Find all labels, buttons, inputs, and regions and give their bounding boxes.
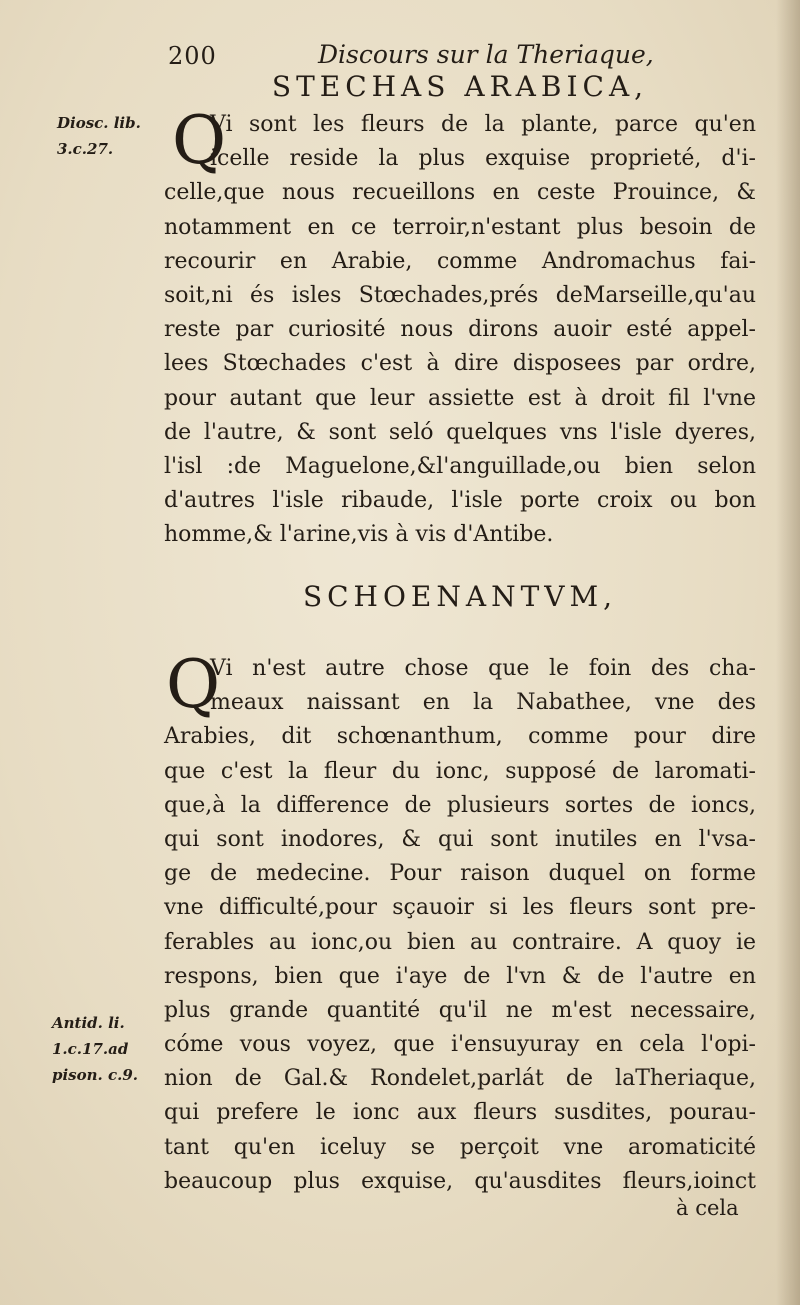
drop-cap: Q: [172, 102, 227, 179]
text-line: beaucoup plus exquise, qu'ausdites fleurs,ioinct: [164, 1168, 756, 1194]
text-line: cóme vous voyez, que i'ensuyuray en cela l'opi-: [164, 1032, 756, 1058]
text-line: d'autres l'isle ribaude, l'isle porte croix ou bon: [164, 488, 756, 514]
page-number: 200: [168, 42, 217, 70]
text-line: soit,ni és isles Stœchades,prés deMarseille,qu'au: [164, 282, 756, 308]
text-line: que,à la difference de plusieurs sortes de ioncs,: [164, 792, 756, 818]
paragraph-stechas: [164, 102, 756, 552]
text-line: nion de Gal.& Rondelet,parlát de laTheriaque,: [164, 1066, 756, 1092]
text-line: qui prefere le ionc aux fleurs susdites, pourau-: [164, 1100, 756, 1126]
page-gutter-shadow: [776, 0, 800, 1305]
margin-note-dioscorides: Diosc. lib. 3.c.27.: [57, 114, 141, 158]
margin-note-antidotes: Antid. li. 1.c.17.ad pison. c.9.: [52, 1014, 139, 1084]
text-line: reste par curiosité nous dirons auoir esté appel-: [164, 317, 756, 343]
text-line: recourir en Arabie, comme Andromachus fai-: [164, 248, 756, 274]
text-line: notamment en ce terroir,n'estant plus besoin de: [164, 214, 756, 240]
text-line: pour autant que leur assiette est à droit fil l'vne: [164, 385, 756, 411]
text-line: icelle reside la plus exquise proprieté, d'i-: [210, 146, 756, 172]
paragraph-schoenantum: [164, 646, 756, 1199]
text-line: plus grande quantité qu'il ne m'est necessaire,: [164, 997, 756, 1023]
text-line: de l'autre, & sont seló quelques vns l'isle dyeres,: [164, 419, 756, 445]
catchword: à cela: [676, 1196, 739, 1220]
text-line: vne difficulté,pour sçauoir si les fleurs sont pre-: [164, 895, 756, 921]
text-line: tant qu'en iceluy se perçoit vne aromaticité: [164, 1134, 756, 1160]
text-line: homme,& l'arine,vis à vis d'Antibe.: [164, 522, 554, 548]
running-title: Discours sur la Theriaque,: [318, 40, 654, 69]
text-line: respons, bien que i'aye de l'vn & de l'autre en: [164, 963, 756, 989]
section-title-schoenantum: SCHOENANTVM,: [302, 580, 618, 613]
text-line: celle,que nous recueillons en ceste Prouince, &: [164, 180, 756, 206]
section-title-stechas: STECHAS ARABICA,: [271, 70, 649, 103]
text-line: Vi sont les fleurs de la plante, parce qu'en: [210, 112, 756, 137]
page-header: [0, 38, 800, 72]
text-line: ferables au ionc,ou bien au contraire. A quoy ie: [164, 929, 756, 955]
text-line: qui sont inodores, & qui sont inutiles en l'vsa-: [164, 826, 756, 852]
text-line: lees Stœchades c'est à dire disposees par ordre,: [164, 351, 756, 377]
text-line: Vi n'est autre chose que le foin des cha-: [210, 656, 756, 681]
text-line: meaux naissant en la Nabathee, vne des: [210, 690, 756, 716]
text-line: Arabies, dit schœnanthum, comme pour dire: [164, 724, 756, 750]
drop-cap: Q: [166, 646, 221, 723]
text-line: l'isl :de Maguelone,&l'anguillade,ou bien selon: [164, 453, 756, 479]
text-line: que c'est la fleur du ionc, supposé de laromati-: [164, 758, 756, 784]
text-line: ge de medecine. Pour raison duquel on forme: [164, 861, 756, 887]
